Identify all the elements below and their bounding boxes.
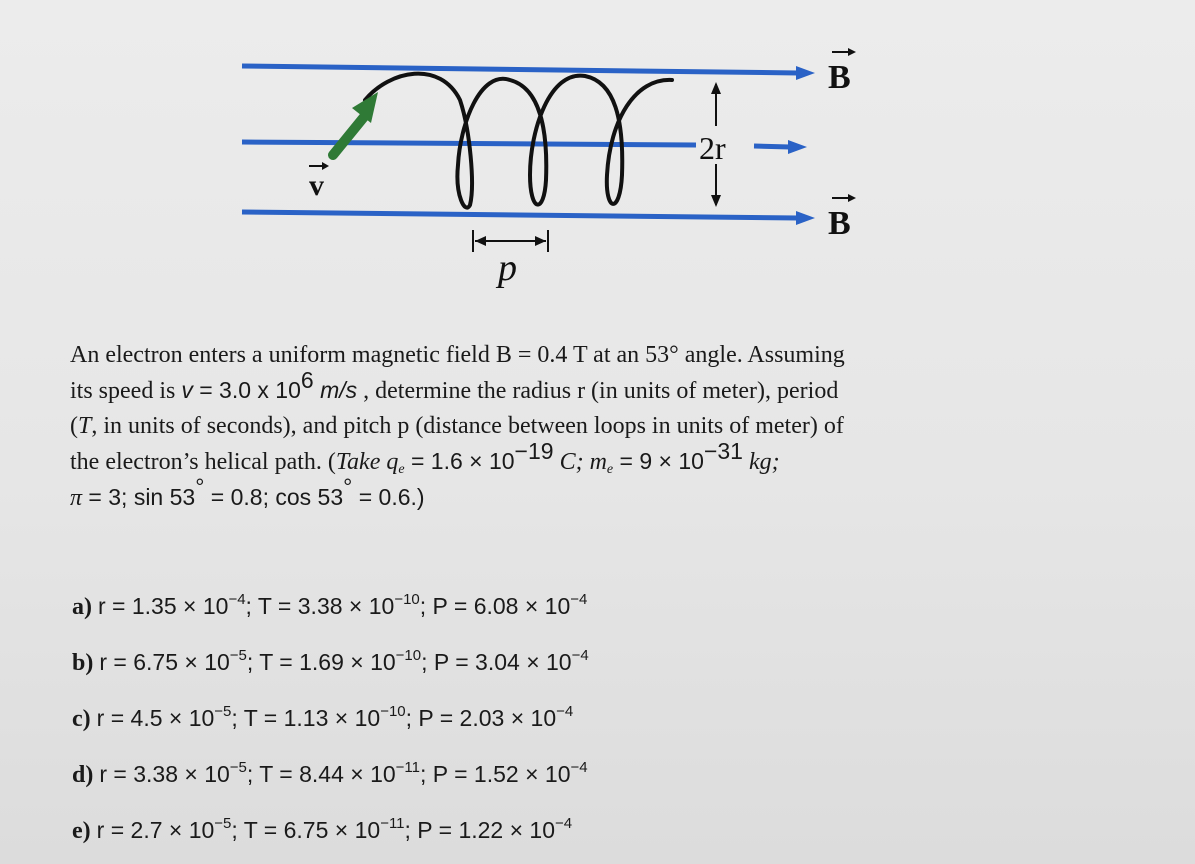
option-d[interactable]: d) $r = 3.38 \times 10^{-5}$; $T = 8.44 \times 10^{-11}$; $P = 1.52 \times 10^{-4}$ [72,759,588,788]
problem-line-3: (T, in units of seconds), and pitch p (distance between loops in units of meter) of [70,413,844,439]
velocity-arrow [333,92,378,155]
problem-line-4: the electron’s helical path. (Take $q_e = 1.6 \times 10^{-19}$ C; $m_e = 9 \times 10^{-31}$ kg; [70,438,780,477]
field-label-top [828,48,856,96]
helix-diagram [0,0,1195,330]
svg-text:p: p [498,247,517,289]
problem-statement [70,338,985,516]
problem-line-2: its speed is v = 3.0 x $10^6$ m/s , determine the radius r (in units of meter), period [70,367,839,404]
pitch-dimension [473,230,548,289]
problem-line-5: π = 3; sin 53° = 0.8; cos 53° = 0.6.) [70,474,425,511]
field-line-bottom [242,211,815,225]
helical-path [365,74,672,208]
field-label-bottom [828,194,856,242]
problem-line-1: An electron enters a uniform magnetic field B = 0.4 T at an 53° angle. Assuming [70,342,845,368]
option-c[interactable]: c) $r = 4.5 \times 10^{-5}$; $T = 1.13 \times 10^{-10}$; $P = 2.03 \times 10^{-4}$ [72,703,574,732]
svg-text:v: v [309,169,324,202]
answer-options [72,578,872,858]
option-b[interactable]: b) $r = 6.75 \times 10^{-5}$; $T = 1.69 \times 10^{-10}$; $P = 3.04 \times 10^{-4}$ [72,647,589,676]
svg-text:2r: 2r [699,130,726,166]
option-e[interactable]: e) $r = 2.7 \times 10^{-5}$; $T = 6.75 \times 10^{-11}$; $P = 1.22 \times 10^{-4}$ [72,815,573,844]
svg-text:B: B [828,59,851,96]
svg-text:B: B [828,205,851,242]
field-line-top [242,66,815,80]
option-a[interactable]: a) $r = 1.35 \times 10^{-4}$; $T = 3.38 \times 10^{-10}$; $P = 6.08 \times 10^{-4}$ [72,591,588,620]
diameter-dimension [699,82,726,207]
velocity-label [309,162,329,202]
